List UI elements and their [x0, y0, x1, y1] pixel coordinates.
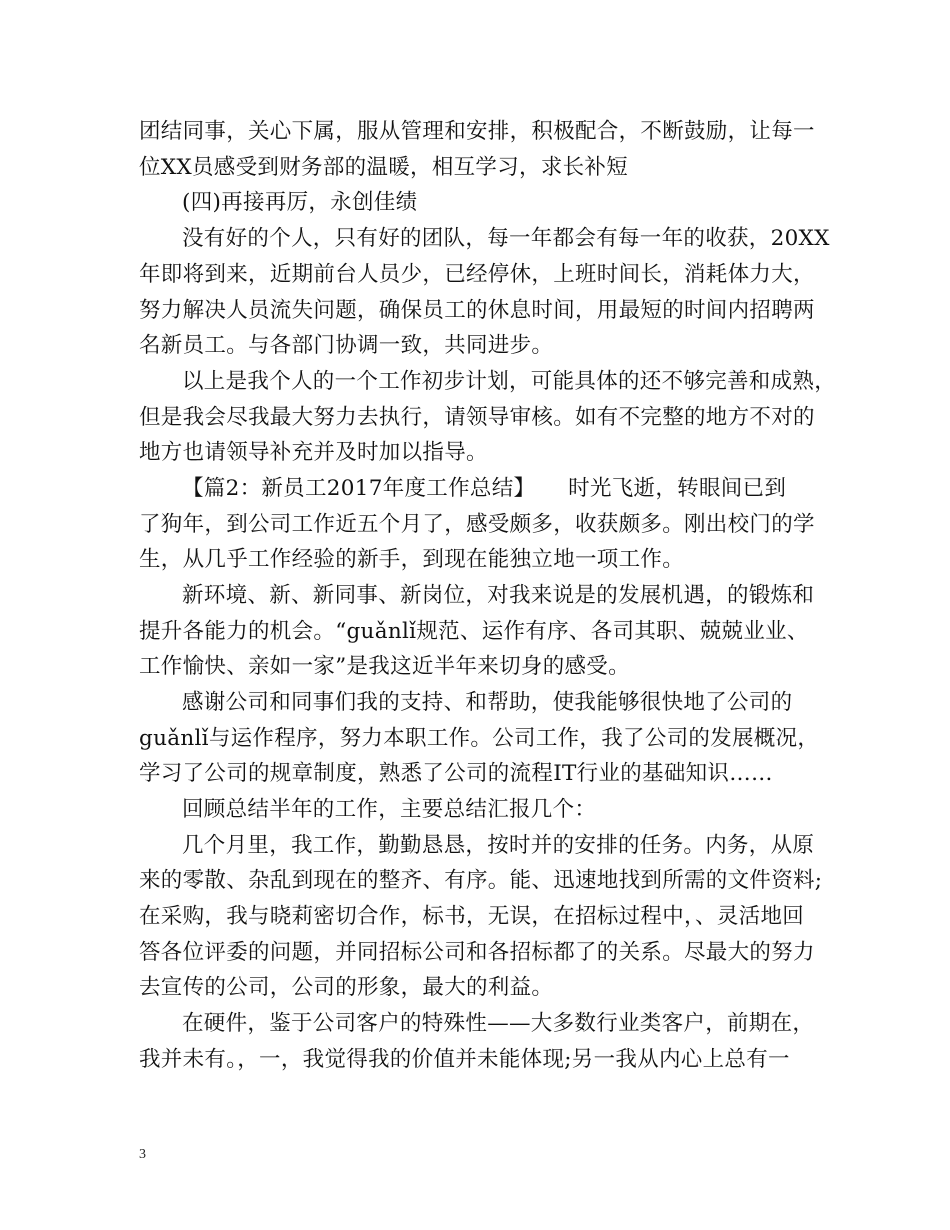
text-line: 没有好的个人，只有好的团队，每一年都会有每一年的收获，20XX	[182, 226, 830, 251]
text-line: 新环境、新、新同事、新岗位，对我来说是的发展机遇，的锻炼和	[182, 583, 815, 608]
text-line: 感谢公司和同事们我的支持、和帮助，使我能够很快地了公司的	[182, 690, 793, 715]
text-line: 几个月里，我工作，勤勤恳恳，按时并的安排的任务。内务，从原	[182, 833, 815, 858]
text-line: 位XX员感受到财务部的温暖，相互学习，求长补短	[139, 155, 629, 180]
text-line: 答各位评委的问题，并同招标公司和各招标都了的关系。尽最大的努力	[139, 940, 815, 965]
text-line: 年即将到来，近期前台人员少，已经停休，上班时间长，消耗体力大，	[139, 262, 815, 287]
text-line: 提升各能力的机会。“guǎnlǐ规范、运作有序、各司其职、兢兢业业、	[139, 619, 809, 644]
text-line: 来的零散、杂乱到现在的整齐、有序。能、迅速地找到所需的文件资料;	[139, 868, 823, 893]
text-line: 但是我会尽我最大努力去执行，请领导审核。如有不完整的地方不对的	[139, 405, 815, 430]
text-line: 回顾总结半年的工作，主要总结汇报几个：	[182, 797, 597, 822]
text-line: 团结同事，关心下属，服从管理和安排，积极配合，不断鼓励，让每一	[139, 119, 815, 144]
text-line: 在采购，我与晓莉密切合作，标书，无误，在招标过程中，、灵活地回	[139, 904, 805, 929]
text-line: 去宣传的公司，公司的形象，最大的利益。	[139, 975, 554, 1000]
text-line: 在硬件，鉴于公司客户的特殊性——大多数行业类客户，前期在，	[182, 1011, 815, 1036]
text-line: 地方也请领导补充并及时加以指导。	[139, 440, 488, 465]
text-line: guǎnlǐ与运作程序，努力本职工作。公司工作，我了公司的发展概况，	[139, 726, 820, 751]
text-line: 了狗年，到公司工作近五个月了，感受颇多，收获颇多。刚出校门的学	[139, 512, 815, 537]
text-line: 以上是我个人的一个工作初步计划，可能具体的还不够完善和成熟，	[182, 369, 837, 394]
section-heading: (四)再接再厉，永创佳绩	[182, 190, 418, 215]
text-line: 生，从几乎工作经验的新手，到现在能独立地一项工作。	[139, 547, 685, 572]
text-line: 名新员工。与各部门协调一致，共同进步。	[139, 333, 554, 358]
text-line: 学习了公司的规章制度，熟悉了公司的流程IT行业的基础知识……	[139, 761, 773, 786]
article-heading-line: 【篇2：新员工2017年度工作总结】 时光飞逝，转眼间已到	[182, 476, 787, 501]
text-line: 工作愉快、亲如一家”是我这近半年来切身的感受。	[139, 654, 630, 679]
page-number: 3	[139, 1147, 146, 1162]
text-line: 我并未有。，一，我觉得我的价值并未能体现;另一我从内心上总有一	[139, 1047, 790, 1072]
text-line: 努力解决人员流失问题，确保员工的休息时间，用最短的时间内招聘两	[139, 298, 815, 323]
